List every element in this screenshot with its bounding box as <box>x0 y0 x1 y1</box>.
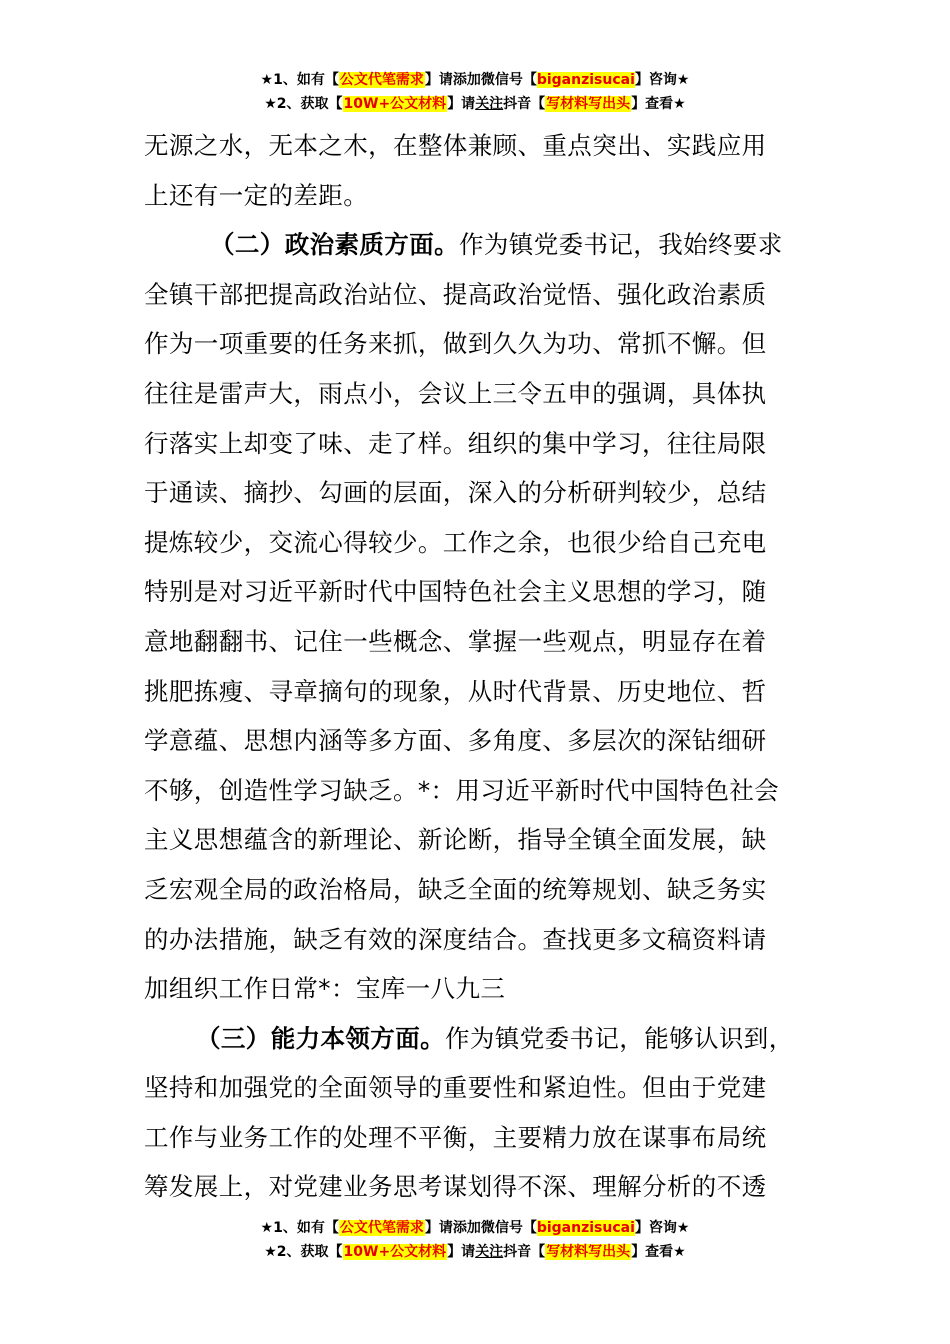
body-line: 意地翻翻书、记住一些概念、掌握一些观点，明显存在着 <box>144 626 767 656</box>
top-banner <box>0 68 950 116</box>
body-line: 全镇干部把提高政治站位、提高政治觉悟、强化政治素质 <box>144 279 767 309</box>
banner-text: 】请 <box>447 96 476 112</box>
body-line: 的办法措施，缺乏有效的深度结合。查找更多文稿资料请 <box>144 924 767 954</box>
body-line: 无源之水，无本之木，在整体兼顾、重点突出、实践应用 <box>144 131 767 160</box>
banner-text: 】咨询★ <box>634 72 690 88</box>
body-line: 挑肥拣瘦、寻章摘句的现象，从时代背景、历史地位、哲 <box>144 676 767 706</box>
banner-highlight: 写材料写出头 <box>546 1244 631 1260</box>
banner-underline-text: 关注 <box>475 96 504 112</box>
banner-text: ★1、如有【 <box>260 72 339 88</box>
wechat-id-highlight: biganzisucai <box>536 72 635 88</box>
section-heading-3 <box>144 1014 808 1064</box>
banner-text: ★2、获取【 <box>264 96 343 112</box>
banner-line-1 <box>0 68 950 92</box>
wechat-id-highlight: biganzisucai <box>536 1220 635 1236</box>
banner-text: ★2、获取【 <box>264 1244 343 1260</box>
bottom-banner <box>0 1216 950 1264</box>
body-line: 上还有一定的差距。 <box>144 180 369 210</box>
banner-highlight: 10W+公文材料 <box>343 1244 447 1260</box>
banner-highlight: 10W+公文材料 <box>343 96 447 112</box>
heading-bold: （二）政治素质方面。 <box>210 230 459 260</box>
body-line: 不够，创造性学习缺乏。*：用习近平新时代中国特色社会 <box>144 775 780 805</box>
body-line: 加组织工作日常*：宝库一八九三 <box>144 974 506 1004</box>
body-line: 乏宏观全局的政治格局，缺乏全面的统筹规划、缺乏务实 <box>144 874 767 904</box>
banner-line-2 <box>0 92 950 116</box>
body-line: 筹发展上，对党建业务思考谋划得不深、理解分析的不透 <box>144 1172 767 1202</box>
body-line: 学意蕴、思想内涵等多方面、多角度、多层次的深钻细研 <box>144 726 767 756</box>
body-line: 于通读、摘抄、勾画的层面，深入的分析研判较少，总结 <box>144 478 767 508</box>
body-line: 工作与业务工作的处理不平衡，主要精力放在谋事布局统 <box>144 1122 767 1152</box>
banner-underline-text: 关注 <box>475 1244 504 1260</box>
body-line: 作为一项重要的任务来抓，做到久久为功、常抓不懈。但 <box>144 329 767 359</box>
document-body <box>144 121 808 1212</box>
heading-bold: （三）能力本领方面。 <box>196 1023 445 1053</box>
banner-text: 】查看★ <box>631 1244 686 1260</box>
body-line: 行落实上却变了味、走了样。组织的集中学习，往往局限 <box>144 428 767 458</box>
heading-rest: 作为镇党委书记，能够认识到， <box>445 1023 794 1053</box>
body-line: 提炼较少，交流心得较少。工作之余，也很少给自己充电 <box>144 527 767 557</box>
banner-highlight: 公文代笔需求 <box>339 1220 424 1236</box>
banner-text: 】请添加微信号【 <box>424 1220 537 1236</box>
banner-text: 】请 <box>447 1244 476 1260</box>
section-heading-2 <box>144 220 808 270</box>
body-line: 特别是对习近平新时代中国特色社会主义思想的学习，随 <box>144 577 767 607</box>
banner-text: 】请添加微信号【 <box>424 72 537 88</box>
banner-text: ★1、如有【 <box>260 1220 339 1236</box>
banner-highlight: 写材料写出头 <box>546 96 631 112</box>
body-line: 往往是雷声大，雨点小，会议上三令五申的强调，具体执 <box>144 378 767 408</box>
body-line: 主义思想蕴含的新理论、新论断，指导全镇全面发展，缺 <box>144 825 767 855</box>
heading-rest: 作为镇党委书记，我始终要求 <box>459 230 783 260</box>
banner-line-1 <box>0 1216 950 1240</box>
banner-highlight: 公文代笔需求 <box>339 72 424 88</box>
body-line: 坚持和加强党的全面领导的重要性和紧迫性。但由于党建 <box>144 1073 767 1103</box>
banner-text: 抖音【 <box>503 1244 546 1260</box>
banner-text: 】咨询★ <box>634 1220 690 1236</box>
banner-line-2 <box>0 1240 950 1264</box>
banner-text: 抖音【 <box>503 96 546 112</box>
banner-text: 】查看★ <box>631 96 686 112</box>
